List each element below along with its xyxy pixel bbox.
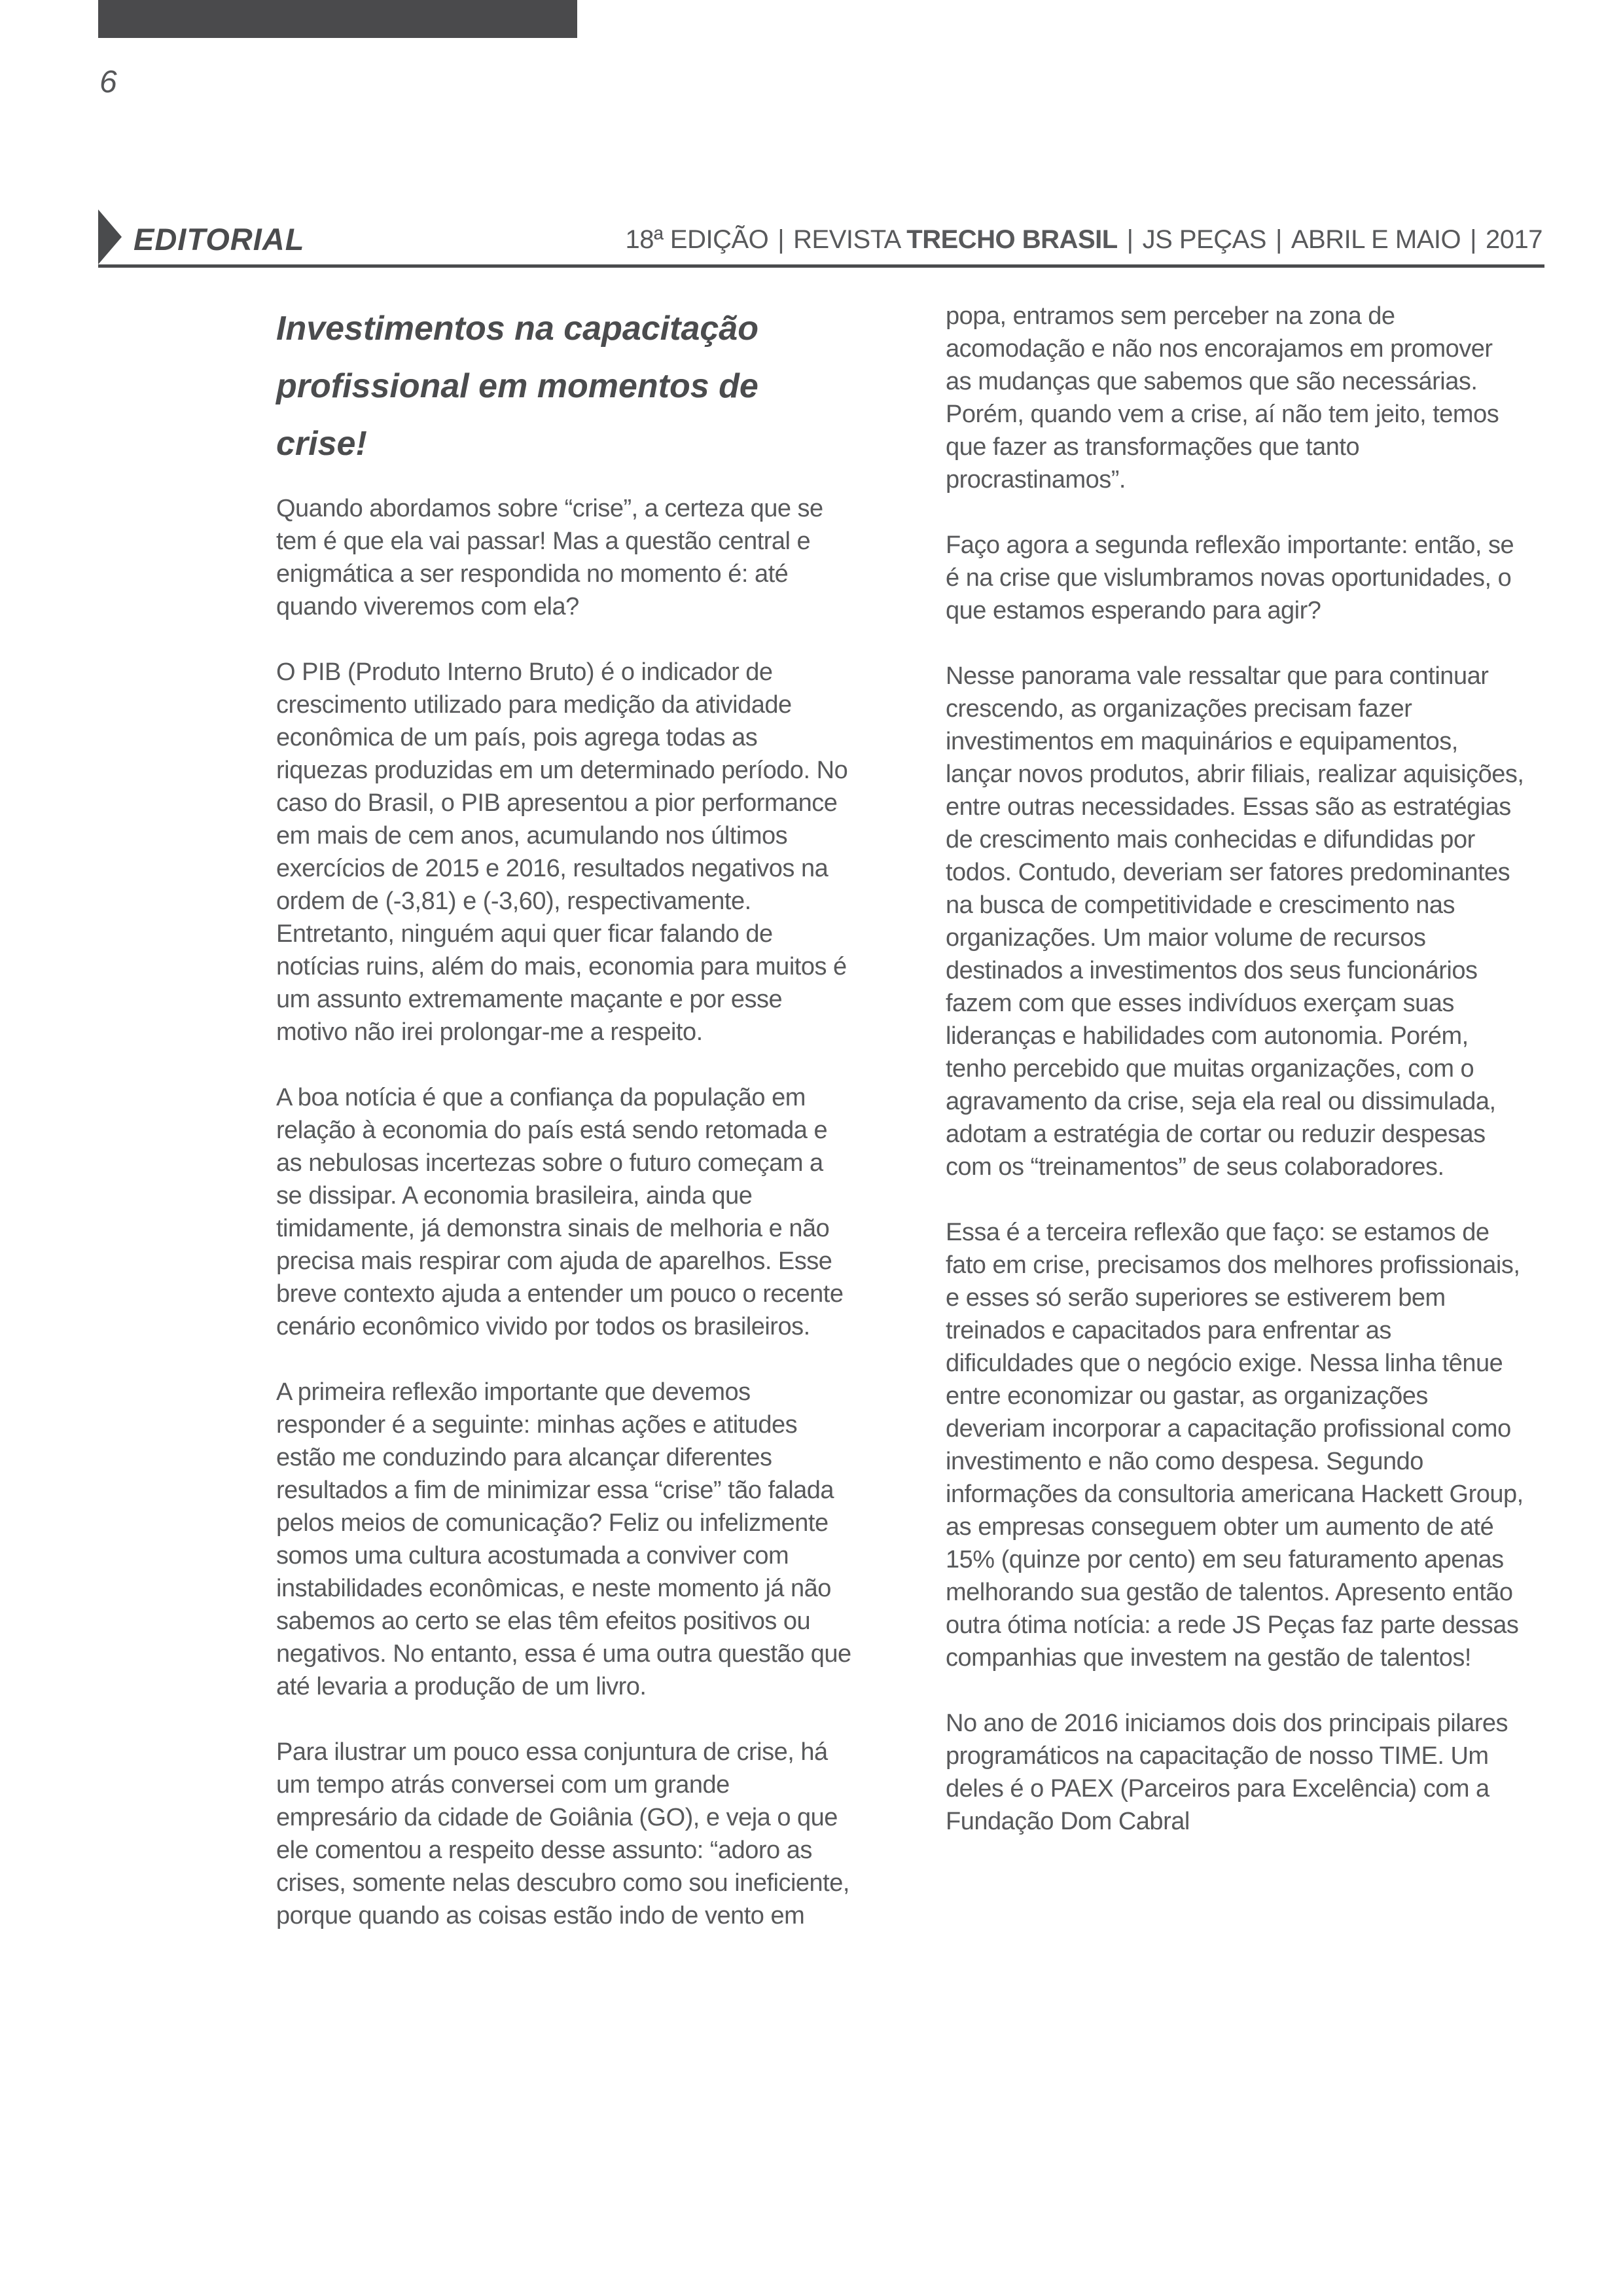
arrow-right-icon: [98, 209, 122, 264]
magazine-name: TRECHO BRASIL: [906, 225, 1118, 254]
paragraph: Para ilustrar um pouco essa conjuntura de crise, há um tempo atrás conversei com um grande empresário da cidade de Goiânia (GO), e veja o que ele comentou a respeito desse assunto: “adoro as crises, somente nelas descubro como sou ineficiente, porque quando as coisas estão indo de vento em: [276, 1738, 849, 1929]
paragraph: popa, entramos sem perceber na zona de acomodação e não nos encorajamos em promover as mudanças que sabemos que são necessárias. Porém, quando vem a crise, aí não tem jeito, temos que fazer as transformações que tanto procrastinamos”.: [946, 302, 1499, 493]
issue-info: [626, 225, 1543, 255]
magazine-prefix: REVISTA: [793, 225, 900, 254]
paragraph: Quando abordamos sobre “crise”, a certeza que se tem é que ela vai passar! Mas a questão central e enigmática a ser respondida no momento é: até quando viveremos com ela?: [276, 495, 823, 620]
paragraph: No ano de 2016 iniciamos dois dos principais pilares programáticos na capacitação de nosso TIME. Um deles é o PAEX (Parceiros para Excelência) com a Fundação Dom Cabral: [946, 1710, 1508, 1835]
paragraph: Faço agora a segunda reflexão importante: então, se é na crise que vislumbramos novas oportunidades, o que estamos esperando para agir?: [946, 531, 1514, 624]
article-column-left: [276, 300, 855, 1932]
paragraph: A boa notícia é que a confiança da população em relação à economia do país está sendo retomada e as nebulosas incertezas sobre o futuro começam a se dissipar. A economia brasileira, ainda que timidamente, já demonstra sinais de melhoria e não precisa mais respirar com ajuda de aparelhos. Esse breve contexto ajuda a entender um pouco o recente cenário econômico vivido por todos os brasileiros.: [276, 1084, 844, 1340]
company-name: JS PEÇAS: [1142, 225, 1266, 254]
paragraph: Nesse panorama vale ressaltar que para continuar crescendo, as organizações precisam fazer investimentos em maquinários e equipamentos, lançar novos produtos, abrir filiais, realizar aquisições, entre outras necessidades. Essas são as estratégias de crescimento mais conhecidas e difundidas por todos. Contudo, deveriam ser fatores predominantes na busca de competitividade e crescimento nas organizações. Um maior volume de recursos destinados a investimentos dos seus funcionários fazem com que esses indivíduos exerçam suas lideranças e habilidades com autonomia. Porém, tenho percebido que muitas organizações, com o agravamento da crise, seja ela real ou dissimulada, adotam a estratégia de cortar ou reduzir despesas com os “treinamentos” de seus colaboradores.: [946, 662, 1524, 1181]
issue-year: 2017: [1486, 225, 1543, 254]
paragraph: O PIB (Produto Interno Bruto) é o indicador de crescimento utilizado para medição da atividade econômica de um país, pois agrega todas as riquezas produzidas em um determinado período. No caso do Brasil, o PIB apresentou a pior performance em mais de cem anos, acumulando nos últimos exercícios de 2015 e 2016, resultados negativos na ordem de (-3,81) e (-3,60), respectivamente. Entretanto, ninguém aqui quer ficar falando de notícias ruins, além do mais, economia para muitos é um assunto extremamente maçante e por esse motivo não irei prolongar-me a respeito.: [276, 658, 848, 1046]
paragraph: A primeira reflexão importante que devemos responder é a seguinte: minhas ações e atitudes estão me conduzindo para alcançar diferentes resultados a fim de minimizar essa “crise” tão falada pelos meios de comunicação? Feliz ou infelizmente somos uma cultura acostumada a conviver com instabilidades econômicas, e neste momento já não sabemos ao certo se elas têm efeitos positivos ou negativos. No entanto, essa é uma outra questão que até levaria a produção de um livro.: [276, 1378, 851, 1700]
separator: |: [1470, 225, 1477, 254]
edition-label: 18ª EDIÇÃO: [625, 225, 769, 254]
separator: |: [1126, 225, 1133, 254]
page-number: 6: [99, 65, 117, 99]
article-title: Investimentos na capacitação profissional em momentos de crise!: [276, 310, 758, 463]
section-title: EDITORIAL: [134, 222, 305, 257]
top-accent-bar: [98, 0, 577, 38]
separator: |: [1275, 225, 1282, 254]
separator: |: [777, 225, 785, 254]
article-column-right: [946, 300, 1524, 1838]
issue-period: ABRIL E MAIO: [1291, 225, 1461, 254]
header-divider: [98, 264, 1544, 268]
paragraph: Essa é a terceira reflexão que faço: se estamos de fato em crise, precisamos dos melhores profissionais, e esses só serão superiores se estiverem bem treinados e capacitados para enfrentar as dificuldades que o negócio exige. Nessa linha tênue entre economizar ou gastar, as organizações deveriam incorporar a capacitação profissional como investimento e não como despesa. Segundo informações da consultoria americana Hackett Group, as empresas conseguem obter um aumento de até 15% (quinze por cento) em seu faturamento apenas melhorando sua gestão de talentos. Apresento então outra ótima notícia: a rede JS Peças faz parte dessas companhias que investem na gestão de talentos!: [946, 1219, 1524, 1672]
